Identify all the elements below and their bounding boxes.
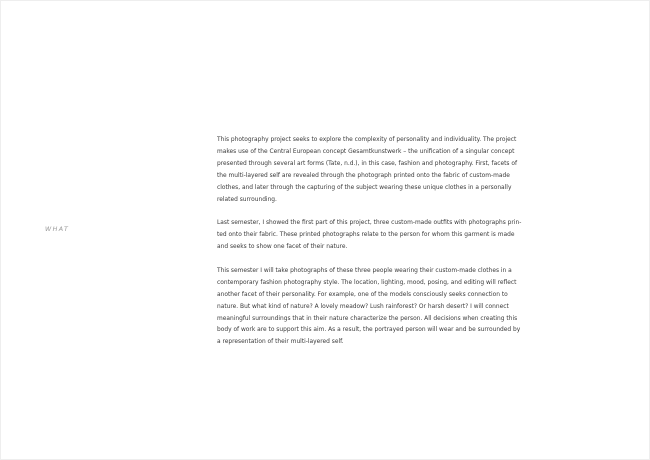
paragraph-line: a representation of their multi-layered self. bbox=[217, 339, 344, 346]
paragraph-line: meaningful surroundings that in their nature characterize the person. All decisions when creating this bbox=[217, 315, 518, 322]
paragraph-line: Last semester, I showed the first part of this project, three custom-made outfits with photographs prin- bbox=[217, 220, 522, 227]
paragraph-line: related surrounding. bbox=[217, 196, 277, 203]
body-text bbox=[217, 135, 545, 349]
paragraph-line: This photography project seeks to explore the complexity of personality and individuality. The project bbox=[217, 137, 517, 143]
paragraph-2 bbox=[217, 218, 545, 254]
section-label: WHAT bbox=[45, 226, 70, 233]
paragraph-line: clothes, and later through the capturing of the subject wearing these unique clothes in a personally bbox=[217, 184, 512, 191]
paragraph-line: contemporary fashion photography style. The location, lighting, mood, posing, and editing will reflect bbox=[217, 279, 517, 286]
paragraph-line: nature. But what kind of nature? A lovely meadow? Lush rainforest? Or harsh desert? I will connect bbox=[217, 303, 509, 310]
paragraph-1 bbox=[217, 135, 545, 206]
paragraph-line: body of work are to support this aim. As a result, the portrayed person will wear and be surrounded by bbox=[217, 327, 521, 334]
paragraph-line: This semester I will take photographs of these three people wearing their custom-made clothes in a bbox=[217, 267, 512, 274]
paragraph-line: makes use of the Central European concept Gesamtkunstwerk – the unification of a singular concept bbox=[217, 148, 515, 155]
paragraph-line: the multi-layered self are revealed through the photograph printed onto the fabric of custom-made bbox=[217, 172, 510, 179]
paragraph-line: and seeks to show one facet of their nature. bbox=[217, 244, 348, 251]
paragraph-line: another facet of their personality. For example, one of the models consciously seeks connection to bbox=[217, 291, 508, 298]
paragraph-3 bbox=[217, 266, 545, 349]
paragraph-line: ted onto their fabric. These printed photographs relate to the person for whom this garment is made bbox=[217, 232, 515, 239]
paragraph-line: presented through several art forms (Tate, n.d.), in this case, fashion and photography. First, facets of bbox=[217, 160, 518, 167]
